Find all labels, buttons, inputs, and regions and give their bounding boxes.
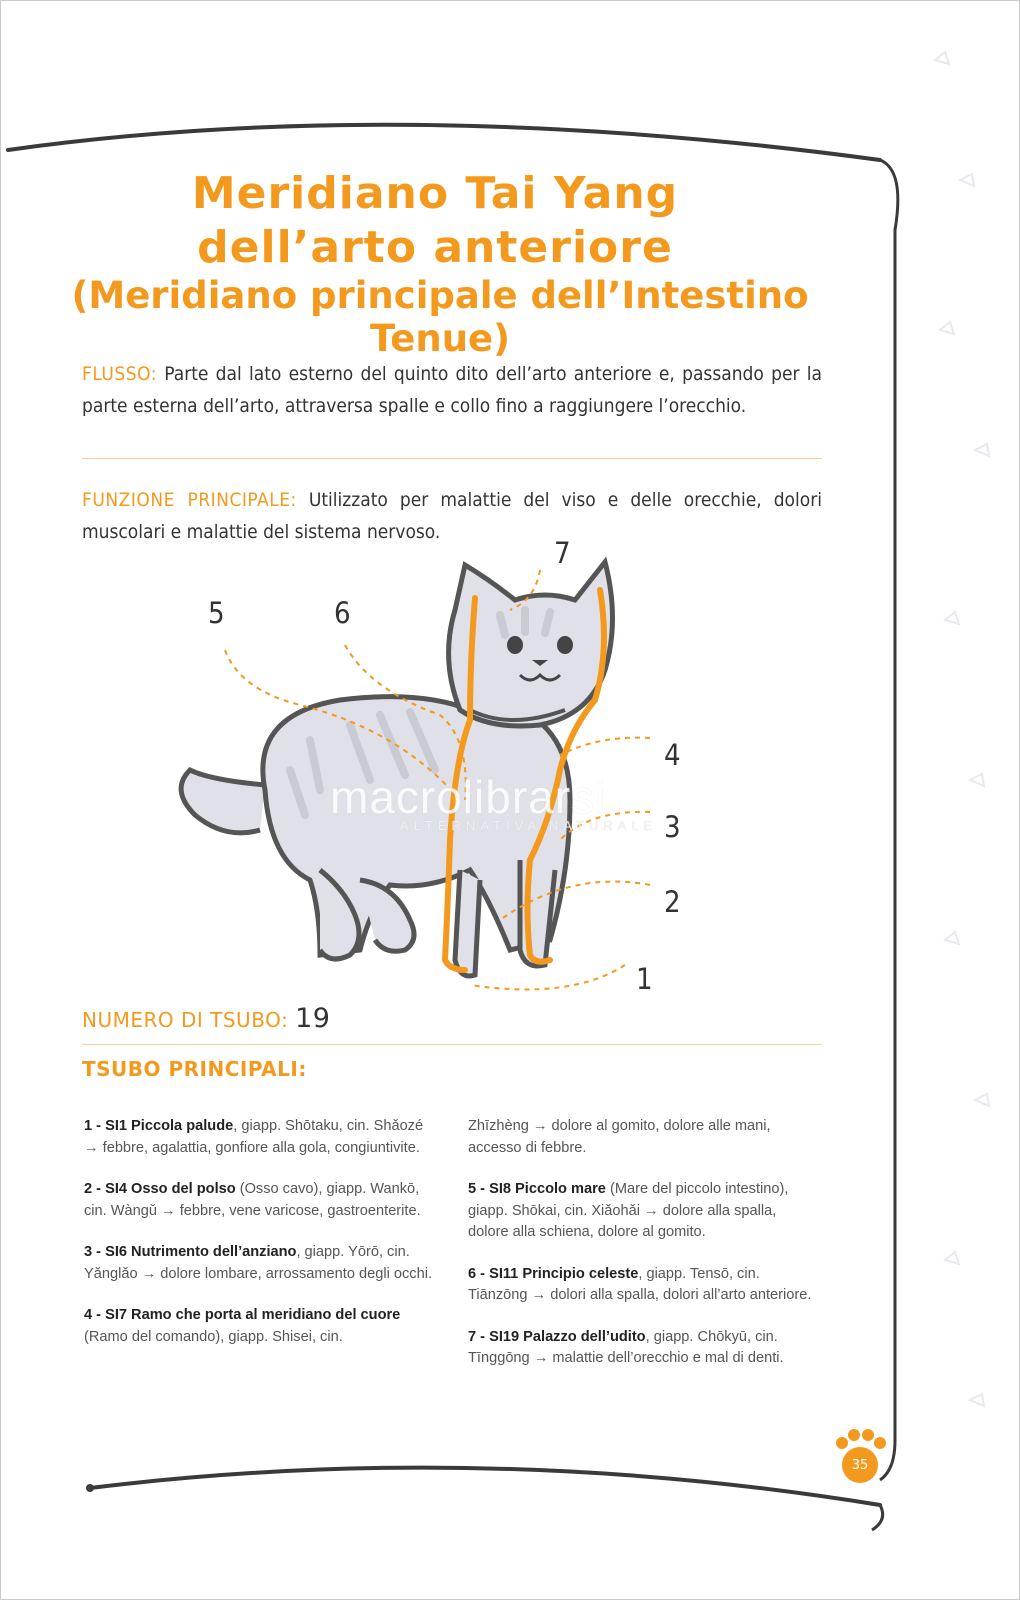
tsubo-desc: (Mare del piccolo intestino), giapp. Shōkai, cin. Xiǎohǎi → dolore alla spalla, dolore alla schiena, dolore al gomito. [468,1181,789,1240]
list-item-continued [468,1116,820,1159]
numero-tsubo [82,1003,330,1034]
funzione-text: Utilizzato per malattie del viso e delle orecchie, dolori muscolari e malattie del sistema nervoso. [82,489,822,543]
callout-5: 5 [208,596,225,630]
funzione-label: FUNZIONE PRINCIPALE: [82,489,297,511]
callout-7: 7 [554,536,571,570]
list-item [84,1242,436,1285]
tsubo-code: 3 - SI6 Nutrimento dell’anziano [84,1244,297,1260]
tsubo-code: 4 - SI7 Ramo che porta al meridiano del cuore [84,1307,401,1323]
tsubo-desc: , giapp. Yōrō, cin. Yǎnglǎo → dolore lombare, arrossamento degli occhi. [84,1244,433,1282]
tsubo-code: 7 - SI19 Palazzo dell’udito [468,1328,646,1345]
page-title-line2: dell’arto anteriore [197,222,673,273]
list-item [84,1179,436,1222]
paw-icon [830,1425,890,1485]
list-item [84,1305,436,1348]
tsubo-desc: Zhīzhèng → dolore al gomito, dolore alle mani, accesso di febbre. [468,1118,771,1156]
flusso-text: Parte dal lato esterno del quinto dito dell’arto anteriore e, passando per la parte esterna dell’arto, attraversa spalle e collo fino a raggiungere l’orecchio. [82,363,822,417]
tsubo-code: 1 - SI1 Piccola palude [84,1118,234,1134]
callout-6: 6 [334,596,351,630]
page-subtitle: (Meridiano principale dell’Intestino Tenue) [71,274,809,360]
flusso-label: FLUSSO: [82,363,158,385]
callout-1: 1 [636,962,653,996]
page-number: 35 [851,1458,869,1473]
tsubo-desc: (Osso cavo), giapp. Wankō, cin. Wàngǔ → febbre, vene varicose, gastroenterite. [84,1181,421,1219]
list-item [468,1179,820,1244]
numero-tsubo-value: 19 [295,1003,331,1034]
list-item [468,1327,820,1370]
watermark [330,770,657,833]
tsubo-list-left [84,1116,436,1368]
flusso-paragraph [82,358,822,422]
tsubo-list-right [468,1116,820,1390]
numero-tsubo-label: NUMERO DI TSUBO: [82,1008,289,1032]
tsubo-desc: , giapp. Shōtaku, cin. Shǎozé → febbre, agalattia, gonfiore alla gola, congiuntivite. [84,1118,424,1156]
divider [82,1044,822,1045]
callout-4: 4 [664,738,681,772]
watermark-main: macrolibrarsi [330,771,607,823]
tsubo-principali-heading: TSUBO PRINCIPALI: [82,1057,307,1081]
tsubo-code: 2 - SI4 Osso del polso [84,1181,236,1197]
list-item [468,1264,820,1307]
callout-3: 3 [664,810,681,844]
page-title-line1: Meridiano Tai Yang [191,168,679,219]
tsubo-desc: , giapp. Chōkyū, cin. Tīnggōng → malattie dell’orecchio e mal di denti. [468,1328,784,1366]
watermark-sub: ALTERNATIVA NATURALE [400,818,658,833]
tsubo-code: 5 - SI8 Piccolo mare [468,1181,606,1197]
funzione-paragraph [82,484,822,548]
callout-2: 2 [664,885,681,919]
tsubo-desc: (Ramo del comando), giapp. Shisei, cin. [84,1328,343,1345]
list-item [84,1116,436,1159]
divider [82,458,822,459]
tsubo-code: 6 - SI11 Principio celeste [468,1265,639,1282]
tsubo-desc: , giapp. Tensō, cin. Tiānzōng → dolori alla spalla, dolori all’arto anteriore. [468,1265,812,1303]
